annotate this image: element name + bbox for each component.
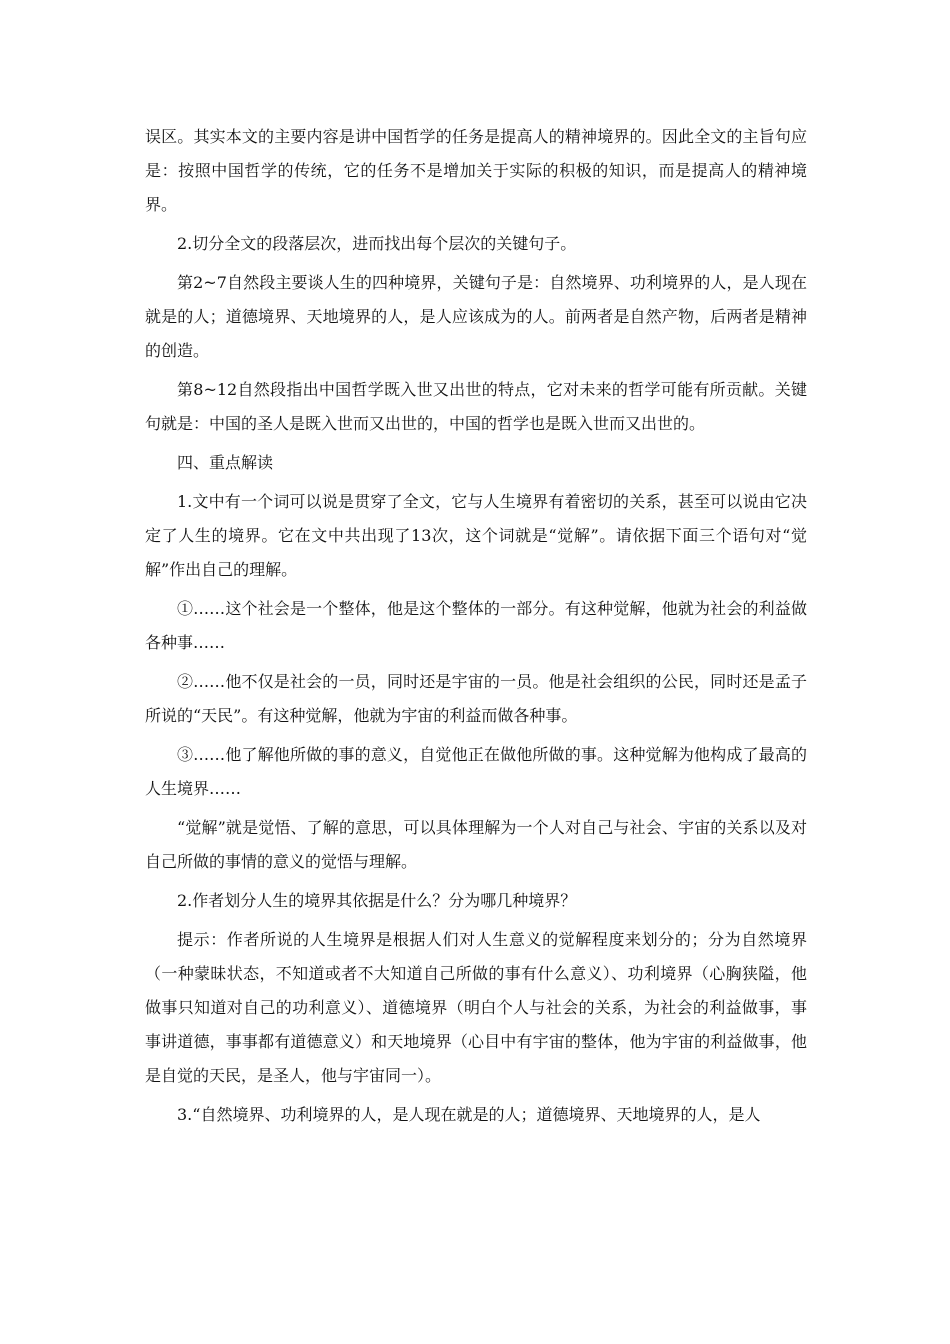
- paragraph: 提示：作者所说的人生境界是根据人们对人生意义的觉解程度来划分的；分为自然境界（一种蒙昧状态，不知道或者不大知道自己所做的事有什么意义）、功利境界（心胸狭隘，他做事只知道对自己的功利意义）、道德境界（明白个人与社会的关系，为社会的利益做事，事事讲道德，事事都有道德意义）和天地境界（心目中有宇宙的整体，他为宇宙的利益做事，他是自觉的天民，是圣人，他与宇宙同一）。: [145, 930, 807, 1085]
- question: 2.作者划分人生的境界其依据是什么？分为哪几种境界？: [177, 891, 577, 910]
- document-page: [145, 120, 807, 1137]
- paragraph: 第2~7自然段主要谈人生的四种境界，关键句子是：自然境界、功利境界的人，是人现在就是的人；道德境界、天地境界的人，是人应该成为的人。前两者是自然产物，后两者是精神的创造。: [145, 273, 807, 360]
- quote-item: ③……他了解他所做的事的意义，自觉他正在做他所做的事。这种觉解为他构成了最高的人生境界……: [145, 745, 807, 798]
- paragraph: 2.切分全文的段落层次，进而找出每个层次的关键句子。: [177, 234, 577, 253]
- question: 1.文中有一个词可以说是贯穿了全文，它与人生境界有着密切的关系，甚至可以说由它决定了人生的境界。它在文中共出现了13次，这个词就是“觉解”。请依据下面三个语句对“觉解”作出自己的理解。: [145, 492, 807, 579]
- question: 3.“自然境界、功利境界的人，是人现在就是的人；道德境界、天地境界的人，是人: [177, 1105, 761, 1124]
- paragraph: 第8~12自然段指出中国哲学既入世又出世的特点，它对未来的哲学可能有所贡献。关键句就是：中国的圣人是既入世而又出世的，中国的哲学也是既入世而又出世的。: [145, 380, 807, 433]
- paragraph: “觉解”就是觉悟、了解的意思，可以具体理解为一个人对自己与社会、宇宙的关系以及对自己所做的事情的意义的觉悟与理解。: [145, 818, 807, 871]
- paragraph: 误区。其实本文的主要内容是讲中国哲学的任务是提高人的精神境界的。因此全文的主旨句应是：按照中国哲学的传统，它的任务不是增加关于实际的积极的知识，而是提高人的精神境界。: [145, 127, 807, 214]
- quote-item: ①……这个社会是一个整体，他是这个整体的一部分。有这种觉解，他就为社会的利益做各种事……: [145, 599, 807, 652]
- section-heading: 四、重点解读: [177, 453, 274, 472]
- quote-item: ②……他不仅是社会的一员，同时还是宇宙的一员。他是社会组织的公民，同时还是孟子所说的“天民”。有这种觉解，他就为宇宙的利益而做各种事。: [145, 672, 807, 725]
